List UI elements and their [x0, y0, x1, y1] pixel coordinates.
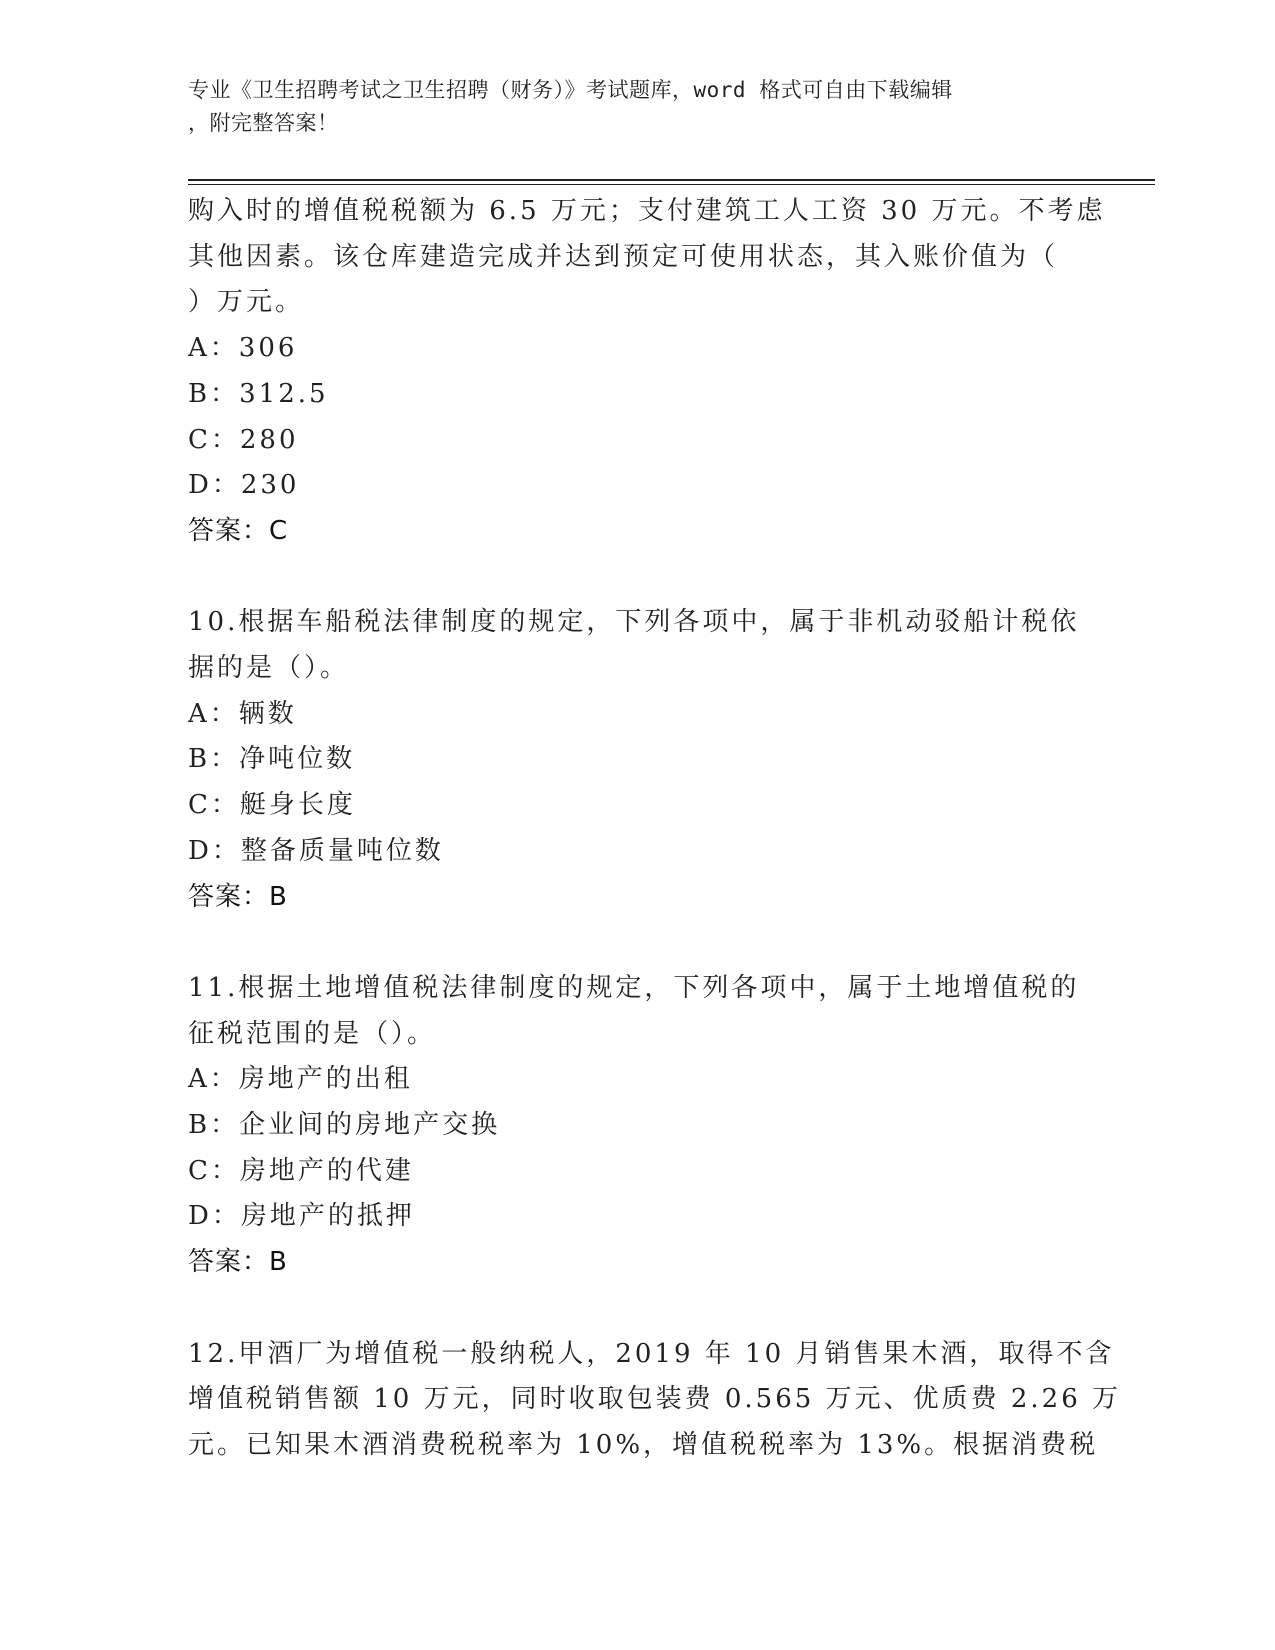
answer-line: 答案：B	[188, 1247, 288, 1278]
question-text-line: 12.甲酒厂为增值税一般纳税人，2019 年 10 月销售果木酒，取得不含	[188, 1338, 1115, 1369]
option-d: D：230	[188, 470, 300, 501]
spacer	[188, 1286, 1088, 1332]
option-a: A：房地产的出租	[188, 1064, 413, 1095]
header-line-2: ，附完整答案！	[188, 111, 339, 135]
document-body	[188, 189, 1121, 1469]
header-divider-thick	[188, 179, 1155, 181]
answer-line: 答案：B	[188, 881, 288, 912]
question-text-line: ）万元。	[188, 287, 305, 318]
question-text-line: 增值税销售额 10 万元，同时收取包装费 0.565 万元、优质费 2.26 万	[188, 1384, 1121, 1415]
question-12	[188, 1332, 1121, 1469]
option-b: B：净吨位数	[188, 744, 356, 775]
question-10	[188, 600, 1088, 920]
option-a: A：306	[188, 333, 298, 364]
option-b: B：企业间的房地产交换	[188, 1110, 501, 1141]
spacer	[188, 555, 1088, 601]
option-c: C：房地产的代建	[188, 1155, 414, 1186]
question-text-line: 征税范围的是（）。	[188, 1018, 437, 1049]
option-c: C：280	[188, 424, 299, 455]
option-d: D：整备质量吨位数	[188, 835, 444, 866]
question-text-line: 其他因素。该仓库建造完成并达到预定可使用状态，其入账价值为（	[188, 241, 1059, 272]
header-divider-thin	[188, 184, 1155, 185]
question-text-line: 元。已知果木酒消费税税率为 10%，增值税税率为 13%。根据消费税	[188, 1429, 1099, 1460]
question-text-line: 购入时的增值税税额为 6.5 万元；支付建筑工人工资 30 万元。不考虑	[188, 196, 1106, 226]
question-text-line: 据的是（）。	[188, 653, 350, 684]
option-c: C：艇身长度	[188, 790, 356, 821]
question-text-line: 11.根据土地增值税法律制度的规定，下列各项中，属于土地增值税的	[188, 972, 1080, 1003]
option-a: A：辆数	[188, 698, 297, 729]
question-9	[188, 189, 1106, 555]
question-text-line: 10.根据车船税法律制度的规定，下列各项中，属于非机动驳船计税依	[188, 607, 1080, 638]
document-header	[188, 74, 1068, 140]
header-line-1: 专业《卫生招聘考试之卫生招聘（财务）》考试题库，word 格式可自由下载编辑	[188, 78, 953, 102]
spacer	[188, 920, 1088, 966]
question-11	[188, 966, 1088, 1286]
option-d: D：房地产的抵押	[188, 1201, 415, 1232]
answer-line: 答案：C	[188, 515, 289, 546]
option-b: B：312.5	[188, 378, 329, 409]
